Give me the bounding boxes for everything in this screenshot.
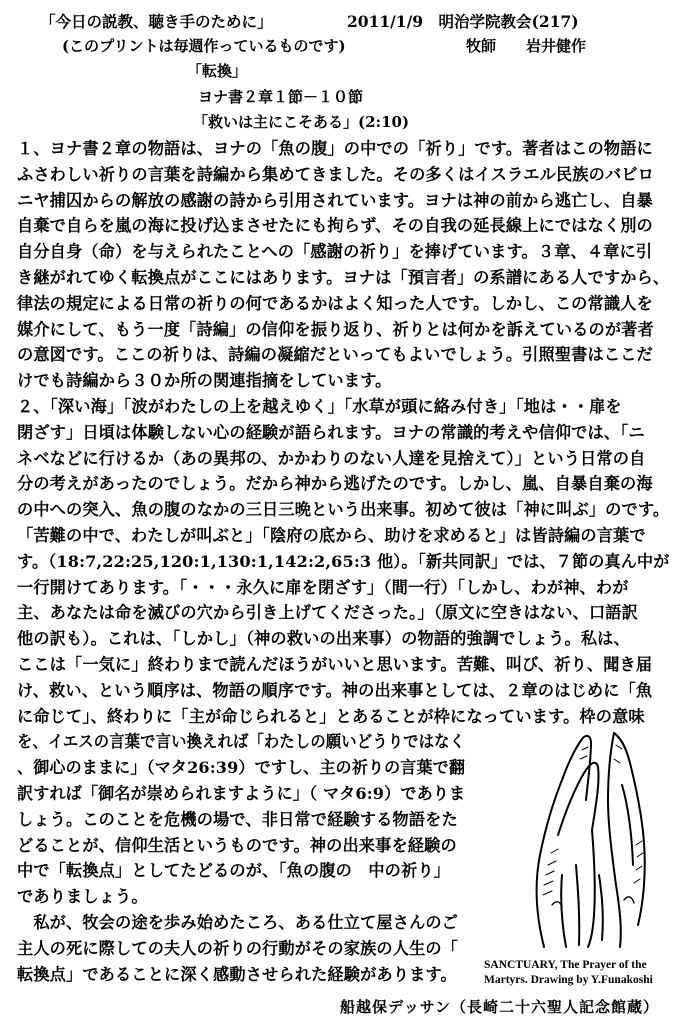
body-text-line: 私が、牧会の途を歩み始めたころ、ある仕立て屋さんのご bbox=[17, 913, 459, 932]
body-text-line: 律法の規定による日常の祈りの何であるかはよく知った人です。しかし、この常識人を bbox=[17, 293, 653, 313]
body-text-line: でありましょう。 bbox=[17, 887, 148, 907]
body-text-line: ふさわしい祈りの言葉を詩編から集めてきました。その多くはイスラエル民族のバビロ bbox=[17, 164, 654, 184]
body-text-line: を、イエスの言葉で言い換えれば「わたしの願いどうりではなく bbox=[17, 732, 466, 752]
body-text-line: 転換点」であることに深く感動させられた経験があります。 bbox=[17, 964, 457, 984]
body-text-line: 「苦難の中で、わたしが叫ぶと」「陰府の底から、助けを求めると」は皆詩編の言葉で bbox=[17, 526, 646, 545]
illustration-caption-line1: SANCTUARY, The Prayer of the bbox=[484, 959, 647, 971]
body-text-line: に命じて」、終わりに「主が命じられると」とあることが枠になっています。枠の意味 bbox=[17, 706, 645, 726]
body-text-line: 自棄で自らを嵐の海に投げ込まさせたにも拘らず、その自我の延長線上にではなく別の bbox=[17, 216, 653, 236]
body-text-line: ネベなどに行けるか（あの異邦の、かかわりのない人達を見捨えて）」という日常の自 bbox=[17, 448, 646, 468]
body-text-line: 閉ざす」日頃は体験しない心の経験が語られます。ヨナの常識的考えや信仰では、「ニ bbox=[17, 422, 645, 442]
praying-hands-illustration bbox=[496, 725, 666, 950]
body-text-line: す。（18:7,22:25,120:1,130:1,142:2,65:3 他）。「新共同訳」では、７節の真ん中が bbox=[17, 551, 670, 571]
body-text-line: き継がれてゆく転換点がここにはあります。ヨナは「預言者」の系譜にある人ですから、 bbox=[17, 268, 670, 287]
body-text-line: 、御心のままに」（マタ26:39）ですし、主の祈りの言葉で翻 bbox=[17, 758, 466, 778]
body-text-line: の意図です。ここの祈りは、詩編の凝縮だといってもよいでしょう。引照聖書はここだ bbox=[17, 345, 653, 365]
body-text-line: け、救い、という順序は、物語の順序です。神の出来事としては、２章のはじめに「魚 bbox=[17, 680, 653, 700]
scripture-reference: ヨナ書２章１節－１０節 bbox=[198, 88, 364, 106]
body-text-line: ニヤ捕囚からの解放の感謝の詩から引用されています。ヨナは神の前から逃亡し、自暴 bbox=[17, 190, 653, 210]
sermon-series-title: 「今日の説教、聴き手のために」 bbox=[40, 12, 273, 31]
sermon-theme: 「転換」 bbox=[187, 62, 248, 80]
pastor-name: 牧師 岩井健作 bbox=[466, 37, 587, 55]
body-text-line: １、ヨナ書２章の物語は、ヨナの「魚の腹」の中での「祈り」です。著者はこの物語に bbox=[17, 139, 653, 158]
body-text-line: けでも詩編から３０か所の関連指摘をしています。 bbox=[17, 371, 392, 391]
illustration-caption-line2: Martyrs. Drawing by Y.Funakoshi bbox=[484, 974, 653, 986]
body-text-line: 主、あなたは命を滅びの穴から引き上げてくださった。」（原文に空きはない、口語訳 bbox=[17, 603, 638, 623]
body-text-line: 分の考えがあったのでしょう。だから神から逃げたのです。しかし、嵐、自暴自棄の海 bbox=[17, 474, 653, 494]
body-text-line: ここは「一気に」終わりまで読んだほうがいいと思います。苦難、叫び、祈り、聞き届 bbox=[17, 655, 653, 674]
body-text-line: 媒介にして、もう一度「詩編」の信仰を振り返り、祈りとは何かを訴えているのが著者 bbox=[17, 319, 654, 339]
body-text-line: 訳すれば「御名が崇められますように」（ マタ6:9）でありま bbox=[17, 784, 466, 803]
key-verse: 「救いは主にこそある」(2:10) bbox=[193, 113, 410, 131]
body-text-line: ２、「深い海」「波がわたしの上を越えゆく」「水草が頭に絡み付き」「地は・・扉を bbox=[17, 397, 622, 416]
illustration-credit: 船越保デッサン（長崎二十六聖人記念館蔵） bbox=[340, 998, 659, 1016]
body-text-line: しょう。このことを危機の場で、非日常で経験する物語をた bbox=[17, 809, 458, 829]
body-text-line: の中への突入、魚の腹のなかの三日三晩という出来事。初めて彼は「神に叫ぶ」のです。 bbox=[17, 500, 670, 520]
body-text-line: 一行開けてあります。「・・・永久に扉を閉ざす」（間一行）「しかし、わが神、わが bbox=[17, 577, 629, 597]
body-text-line: 他の訳も）。これは、「しかし」（神の救いの出来事）の物語的強調でしょう。私は、 bbox=[17, 629, 630, 649]
body-text-line: 主人の死に際しての夫人の祈りの行動がその家族の人生の「 bbox=[17, 938, 459, 958]
date-church-label: 2011/1/9 明治学院教会(217) bbox=[347, 12, 579, 31]
print-note: (このプリントは毎週作っているものです) bbox=[62, 37, 346, 55]
body-text-line: 自分自身（命）を与えられたことへの「感謝の祈り」を捧げています。３章、４章に引 bbox=[17, 242, 653, 262]
body-text-line: 中で「転換点」としてたどるのが、「魚の腹の 中の祈り」 bbox=[17, 861, 451, 881]
body-text-line: どることが、信仰生活というものです。神の出来事を経験の bbox=[17, 835, 457, 855]
